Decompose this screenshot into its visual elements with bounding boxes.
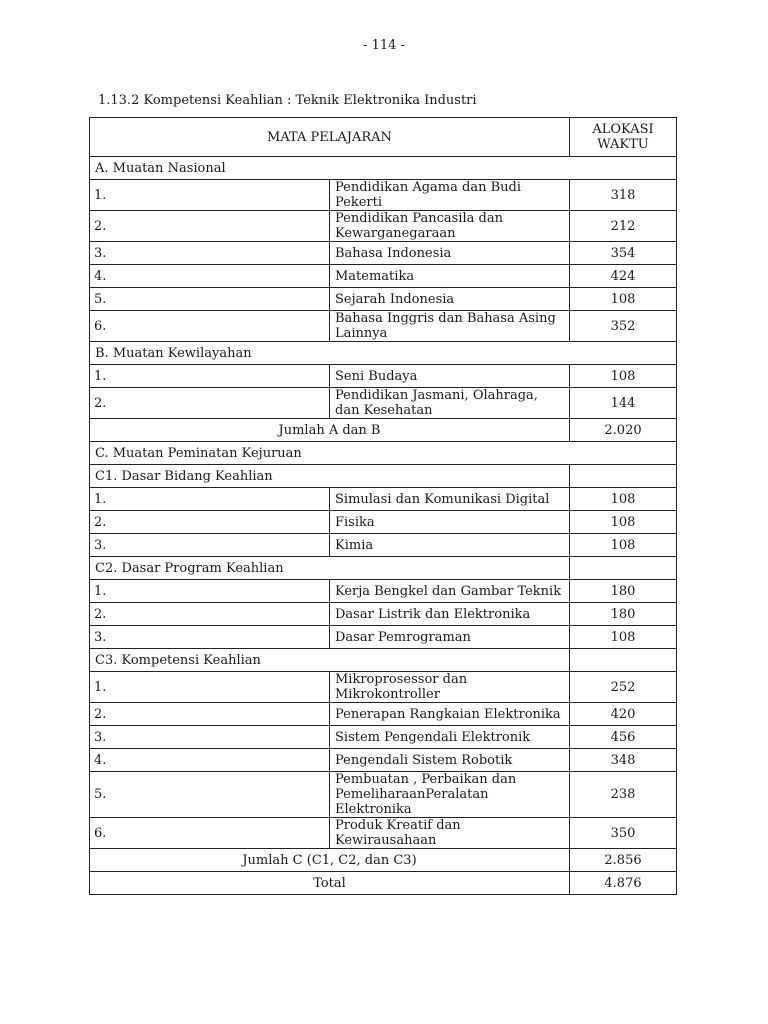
table-row [90,180,677,211]
row-allocation: 354 [570,242,677,265]
subtotal-ab-value: 2.020 [570,419,677,442]
header-allocation [570,118,677,157]
section-heading: 1.13.2 Kompetensi Keahlian : Teknik Elektronika Industri [98,93,477,108]
table-row [90,265,677,288]
table-row [90,749,677,772]
section-title-c2: C2. Dasar Program Keahlian [90,557,570,580]
empty-cell [570,649,677,672]
header-allocation-line1: ALOKASI [592,122,654,137]
row-allocation: 424 [570,265,677,288]
table-row [90,726,677,749]
row-allocation: 350 [570,818,677,849]
row-allocation: 180 [570,603,677,626]
row-number: 3. [90,726,330,749]
row-allocation: 348 [570,749,677,772]
row-subject: Bahasa Indonesia [330,242,570,265]
row-allocation: 252 [570,672,677,703]
section-title-c3: C3. Kompetensi Keahlian [90,649,570,672]
row-subject: Fisika [330,511,570,534]
row-allocation: 144 [570,388,677,419]
row-number: 2. [90,511,330,534]
table-row [90,211,677,242]
section-row [90,557,677,580]
row-subject: Kerja Bengkel dan Gambar Teknik [330,580,570,603]
page-number: - 114 - [363,38,405,53]
row-number: 2. [90,603,330,626]
row-allocation: 108 [570,511,677,534]
row-subject: Sistem Pengendali Elektronik [330,726,570,749]
table-row [90,626,677,649]
curriculum-table [89,117,677,895]
row-allocation: 108 [570,534,677,557]
section-row [90,649,677,672]
row-number: 6. [90,818,330,849]
section-title-b: B. Muatan Kewilayahan [90,342,677,365]
table-row [90,365,677,388]
table-row [90,488,677,511]
row-number: 2. [90,211,330,242]
row-allocation: 318 [570,180,677,211]
row-number: 4. [90,265,330,288]
subtotal-c-label: Jumlah C (C1, C2, dan C3) [90,849,570,872]
table-row [90,311,677,342]
row-subject: Pembuatan , Perbaikan dan PemeliharaanPeralatan Elektronika [330,772,570,818]
table-row [90,580,677,603]
row-subject: Penerapan Rangkaian Elektronika [330,703,570,726]
section-title-c: C. Muatan Peminatan Kejuruan [90,442,677,465]
row-subject: Pengendali Sistem Robotik [330,749,570,772]
row-number: 1. [90,180,330,211]
table-row [90,511,677,534]
table-row [90,288,677,311]
total-row [90,872,677,895]
row-allocation: 212 [570,211,677,242]
row-allocation: 238 [570,772,677,818]
subtotal-row [90,849,677,872]
row-subject: Seni Budaya [330,365,570,388]
row-allocation: 108 [570,365,677,388]
row-subject: Bahasa Inggris dan Bahasa Asing Lainnya [330,311,570,342]
row-subject: Kimia [330,534,570,557]
row-allocation: 352 [570,311,677,342]
table-row [90,772,677,818]
row-subject: Pendidikan Jasmani, Olahraga, dan Kesehatan [330,388,570,419]
section-row [90,442,677,465]
empty-cell [570,557,677,580]
row-subject: Pendidikan Pancasila dan Kewarganegaraan [330,211,570,242]
row-number: 1. [90,672,330,703]
row-subject: Simulasi dan Komunikasi Digital [330,488,570,511]
row-allocation: 108 [570,626,677,649]
row-number: 1. [90,488,330,511]
row-number: 5. [90,772,330,818]
grand-total-label: Total [90,872,570,895]
row-subject: Pendidikan Agama dan Budi Pekerti [330,180,570,211]
table-header-row [90,118,677,157]
section-row [90,465,677,488]
empty-cell [570,465,677,488]
table-row [90,603,677,626]
row-number: 3. [90,626,330,649]
table-row [90,703,677,726]
header-subject: MATA PELAJARAN [90,118,570,157]
row-subject: Produk Kreatif dan Kewirausahaan [330,818,570,849]
table-row [90,672,677,703]
row-number: 2. [90,388,330,419]
row-number: 1. [90,580,330,603]
row-number: 4. [90,749,330,772]
row-number: 2. [90,703,330,726]
row-allocation: 180 [570,580,677,603]
grand-total-value: 4.876 [570,872,677,895]
row-number: 5. [90,288,330,311]
table-row [90,534,677,557]
subtotal-ab-label: Jumlah A dan B [90,419,570,442]
row-number: 3. [90,242,330,265]
row-subject: Sejarah Indonesia [330,288,570,311]
row-number: 3. [90,534,330,557]
row-number: 6. [90,311,330,342]
row-subject: Dasar Pemrograman [330,626,570,649]
row-subject: Matematika [330,265,570,288]
row-allocation: 108 [570,488,677,511]
header-allocation-line2: WAKTU [597,137,649,152]
table-row [90,388,677,419]
row-subject: Mikroprosessor dan Mikrokontroller [330,672,570,703]
subtotal-c-value: 2.856 [570,849,677,872]
row-number: 1. [90,365,330,388]
section-row [90,157,677,180]
section-title-c1: C1. Dasar Bidang Keahlian [90,465,570,488]
row-subject: Dasar Listrik dan Elektronika [330,603,570,626]
row-allocation: 456 [570,726,677,749]
table-row [90,818,677,849]
section-title-a: A. Muatan Nasional [90,157,677,180]
row-allocation: 420 [570,703,677,726]
subtotal-row [90,419,677,442]
table-row [90,242,677,265]
row-allocation: 108 [570,288,677,311]
section-row [90,342,677,365]
